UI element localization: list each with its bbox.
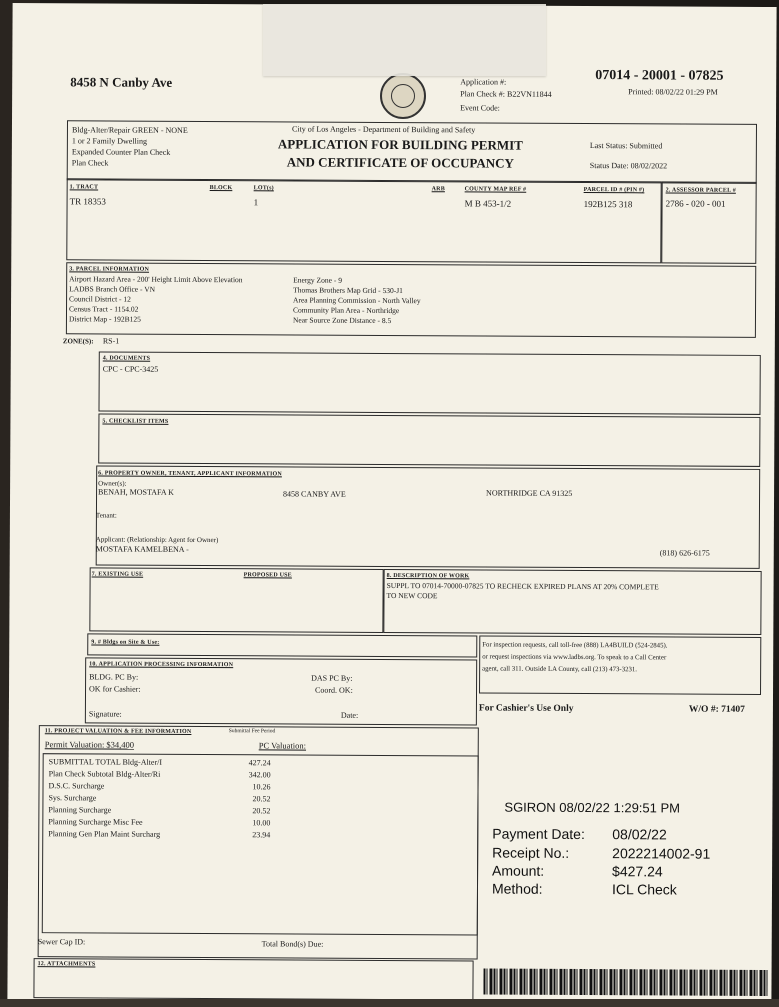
description-line2: TO NEW CODE bbox=[386, 590, 438, 601]
tape-strip bbox=[263, 4, 546, 76]
parcel-info-right-2: Area Planning Commission - North Valley bbox=[293, 295, 421, 306]
document-title-line1: APPLICATION FOR BUILDING PERMIT bbox=[277, 136, 523, 153]
agency-name: City of Los Angeles - Department of Building and Safety bbox=[291, 124, 476, 135]
site-address: 8458 N Canby Ave bbox=[70, 74, 173, 90]
zones-value: RS-1 bbox=[102, 336, 120, 346]
bldgs-label: 9. # Bldgs on Site & Use: bbox=[91, 639, 160, 646]
event-code: Event Code: bbox=[460, 103, 500, 113]
assessor-parcel-label: 2. ASSESSOR PARCEL # bbox=[665, 187, 736, 194]
submittal-note: Submittal Fee Period bbox=[228, 728, 276, 735]
block-label: BLOCK bbox=[209, 185, 233, 192]
attachments-section bbox=[33, 958, 473, 1000]
receipt-number: 2022214002-91 bbox=[612, 845, 711, 862]
owner-city: NORTHRIDGE CA 91325 bbox=[486, 488, 573, 498]
last-status: Last Status: Submitted bbox=[589, 141, 663, 151]
amount-value: $427.24 bbox=[612, 863, 663, 880]
background-bottom bbox=[0, 999, 779, 1007]
fee-item-2-value: 10.26 bbox=[252, 782, 271, 792]
inspection-line3: agent, call 311. Outside LA County, call (213) 473-3231. bbox=[482, 665, 638, 674]
receipt-label: Receipt No.: bbox=[492, 844, 570, 861]
parcel-info-right-0: Energy Zone - 9 bbox=[293, 275, 343, 285]
ok-for-cashier: OK for Cashier: bbox=[89, 684, 141, 694]
document-title-line2: AND CERTIFICATE OF OCCUPANCY bbox=[286, 154, 515, 171]
fee-item-1-label: Plan Check Subtotal Bldg-Alter/Ri bbox=[48, 769, 161, 779]
county-map-label: COUNTY MAP REF # bbox=[464, 186, 527, 193]
pc-valuation: PC Valuation: bbox=[258, 740, 307, 751]
coord-ok: Coord. OK: bbox=[315, 685, 353, 695]
application-label: Application #: bbox=[460, 77, 507, 87]
bldg-pc-by: BLDG. PC By: bbox=[89, 672, 139, 682]
parcel-id-value: 192B125 318 bbox=[583, 199, 633, 210]
assessor-section bbox=[661, 181, 756, 263]
assessor-parcel-value: 2786 - 020 - 001 bbox=[665, 198, 726, 209]
lot-label: LOT(s) bbox=[253, 185, 274, 192]
fee-item-1-value: 342.00 bbox=[248, 770, 271, 780]
owner-address: 8458 CANBY AVE bbox=[283, 489, 346, 499]
parcel-info-right-1: Thomas Brothers Map Grid - 530-J1 bbox=[293, 285, 403, 296]
sewer-cap-label: Sewer Cap ID: bbox=[37, 937, 86, 947]
checklist-label: 5. CHECKLIST ITEMS bbox=[102, 418, 169, 425]
documents-value: CPC - CPC-3425 bbox=[102, 364, 159, 374]
proposed-use-label: PROPOSED USE bbox=[243, 572, 292, 579]
fee-item-0-value: 427.24 bbox=[248, 758, 271, 768]
city-seal-icon bbox=[380, 73, 426, 119]
fee-item-3-label: Sys. Surcharge bbox=[48, 793, 97, 803]
applicant-label: Applicant: (Relationship: Agent for Owner) bbox=[95, 535, 219, 545]
amount-label: Amount: bbox=[492, 862, 545, 879]
arb-label: ARB bbox=[431, 186, 445, 193]
inspection-line2: or request inspections via www.ladbs.org. To speak to a Call Center bbox=[482, 653, 667, 662]
parcel-info-label: 3. PARCEL INFORMATION bbox=[69, 266, 150, 273]
checklist-section bbox=[98, 413, 760, 466]
barcode bbox=[483, 968, 767, 995]
plan-check-type: Plan Check bbox=[71, 158, 109, 168]
cashier-stamp: SGIRON 08/02/22 1:29:51 PM bbox=[504, 799, 681, 816]
documents-label: 4. DOCUMENTS bbox=[102, 355, 151, 362]
das-pc-by: DAS PC By: bbox=[311, 673, 353, 683]
fees-inner-box bbox=[42, 753, 479, 935]
fee-item-0-label: SUBMITTAL TOTAL Bldg-Alter/I bbox=[48, 757, 163, 767]
tract-label: 1. TRACT bbox=[69, 184, 99, 191]
zones-label: ZONE(S): bbox=[62, 337, 94, 346]
plan-check-number: Plan Check #: B22VN11844 bbox=[460, 89, 552, 99]
total-bonds-label: Total Bond(s) Due: bbox=[261, 939, 324, 949]
permit-document bbox=[7, 3, 776, 1004]
fees-label: 11. PROJECT VALUATION & FEE INFORMATION bbox=[44, 728, 192, 735]
tract-section bbox=[66, 178, 661, 263]
parcel-info-left-3: Census Tract - 1154.02 bbox=[68, 304, 139, 314]
cashier-use-label: For Cashier's Use Only bbox=[478, 703, 574, 714]
method-label: Method: bbox=[491, 880, 543, 897]
dwelling-type: 1 or 2 Family Dwelling bbox=[71, 136, 148, 146]
applicant-phone: (818) 626-6175 bbox=[659, 548, 710, 558]
parcel-info-left-2: Council District - 12 bbox=[69, 294, 131, 304]
owner-label: Owner(s): bbox=[98, 479, 127, 488]
parcel-id-label: PARCEL ID # (PIN #) bbox=[583, 187, 645, 194]
fee-item-4-value: 20.52 bbox=[252, 806, 271, 816]
work-type: Bldg-Alter/Repair GREEN - NONE bbox=[71, 125, 188, 135]
expanded-counter: Expanded Counter Plan Check bbox=[71, 147, 171, 157]
county-map-value: M B 453-1/2 bbox=[464, 198, 512, 209]
owner-name: BENAH, MOSTAFA K bbox=[98, 487, 174, 497]
fee-item-2-label: D.S.C. Surcharge bbox=[48, 781, 105, 791]
printed-date: Printed: 08/02/22 01:29 PM bbox=[628, 87, 718, 97]
signature-label: Signature: bbox=[88, 709, 122, 719]
processing-label: 10. APPLICATION PROCESSING INFORMATION bbox=[89, 661, 234, 669]
lot-value: 1 bbox=[253, 197, 259, 208]
date-label: Date: bbox=[340, 710, 359, 720]
fee-item-6-value: 23.94 bbox=[252, 830, 271, 840]
work-order-number: W/O #: 71407 bbox=[688, 704, 745, 715]
tenant-label: Tenant: bbox=[95, 511, 117, 520]
documents-section bbox=[98, 351, 760, 414]
tract-value: TR 18353 bbox=[69, 196, 106, 207]
parcel-info-left-0: Airport Hazard Area - 200' Height Limit Above Elevation bbox=[69, 274, 243, 285]
owner-section-label: 6. PROPERTY OWNER, TENANT, APPLICANT INFORMATION bbox=[98, 470, 282, 478]
existing-use-label: 7. EXISTING USE bbox=[91, 571, 144, 578]
permit-valuation: Permit Valuation: $34,400 bbox=[44, 739, 135, 750]
parcel-info-left-1: LADBS Branch Office - VN bbox=[69, 284, 156, 294]
fee-item-3-value: 20.52 bbox=[252, 794, 271, 804]
description-label: 8. DESCRIPTION OF WORK bbox=[386, 572, 470, 580]
payment-date-value: 08/02/22 bbox=[612, 826, 667, 843]
description-line1: SUPPL TO 07014-70000-07825 TO RECHECK EXPIRED PLANS AT 20% COMPLETE bbox=[386, 580, 659, 592]
payment-date-label: Payment Date: bbox=[492, 825, 585, 843]
status-date: Status Date: 08/02/2022 bbox=[589, 161, 668, 171]
application-number: 07014 - 20001 - 07825 bbox=[595, 68, 724, 84]
applicant-name: MOSTAFA KAMELBENA - bbox=[95, 544, 189, 554]
method-value: ICL Check bbox=[611, 881, 677, 898]
parcel-info-right-4: Near Source Zone Distance - 8.5 bbox=[292, 315, 392, 326]
fee-item-5-value: 10.00 bbox=[252, 818, 271, 828]
fee-item-6-label: Planning Gen Plan Maint Surcharg bbox=[48, 829, 161, 839]
inspection-line1: For inspection requests, call toll-free (888) LA4BUILD (524-2845). bbox=[482, 641, 668, 650]
parcel-info-right-3: Community Plan Area - Northridge bbox=[292, 305, 400, 316]
fee-item-5-label: Planning Surcharge Misc Fee bbox=[48, 817, 143, 827]
fee-item-4-label: Planning Surcharge bbox=[48, 805, 112, 815]
parcel-info-left-4: District Map - 192B125 bbox=[68, 314, 141, 324]
attachments-label: 12. ATTACHMENTS bbox=[37, 961, 96, 968]
